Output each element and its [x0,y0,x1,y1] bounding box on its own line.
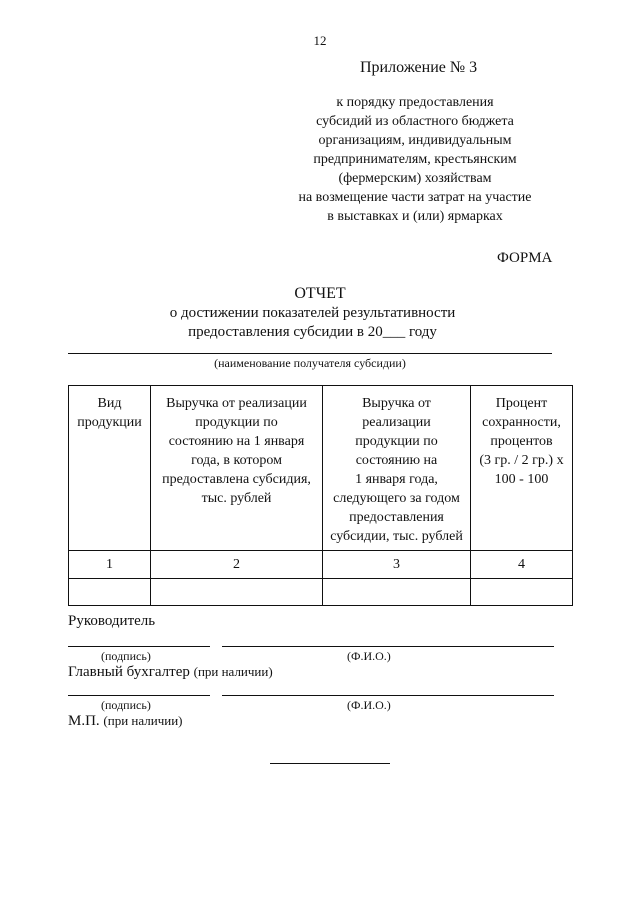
column-number-cell: 4 [471,551,573,579]
header-line: 1 января года, [355,472,438,487]
header-line: Выручка от реализации [166,396,307,411]
table-cell-revenue-next-year[interactable] [323,579,471,606]
table-header-row [69,386,573,551]
report-table [68,385,573,606]
head-signature-caption: (подпись) [101,649,151,663]
column-number-cell: 1 [69,551,151,579]
header-line: 100 - 100 [494,472,549,487]
header-line: сохранности, [482,415,561,430]
column-number-cell: 3 [323,551,471,579]
header-line: Выручка от [362,396,431,411]
header-line: (3 гр. / 2 гр.) х [479,453,564,468]
accountant-signature-line[interactable] [68,695,210,696]
header-line: Процент [495,396,548,411]
header-cell-product-type [69,386,151,551]
accountant-fio-caption: (Ф.И.О.) [347,698,391,712]
header-line: процентов [490,434,553,449]
header-cell-retention-percent [471,386,573,551]
header-line: предоставлена субсидия, [162,472,311,487]
appendix-line: в выставках и (или) ярмарках [327,209,503,224]
form-label: ФОРМА [497,250,553,266]
header-cell-revenue-next-year [323,386,471,551]
accountant-title: Главный бухгалтер [68,664,190,680]
head-label: Руководитель [68,613,156,629]
header-line: тыс. рублей [201,491,272,506]
accountant-signature-caption: (подпись) [101,698,151,712]
header-line: Вид [97,396,122,411]
header-cell-revenue-subsidy-year [151,386,323,551]
report-subtitle-line: о достижении показателей результативности [169,305,456,321]
document-end-line [270,763,390,764]
appendix-line: организациям, индивидуальным [318,133,512,148]
table-cell-retention-percent[interactable] [471,579,573,606]
table-row-column-numbers [69,551,573,579]
recipient-name-line [68,353,552,354]
appendix-number: Приложение № 3 [360,59,478,76]
header-line: года, в котором [191,453,282,468]
recipient-caption: (наименование получателя субсидии) [214,356,406,370]
head-signature-line[interactable] [68,646,210,647]
header-line: продукции по [195,415,278,430]
report-subtitle [150,304,475,342]
header-line: состоянию на [355,453,438,468]
header-line: реализации [362,415,431,430]
header-line: предоставления [349,510,444,525]
head-fio-line[interactable] [222,646,554,647]
page-number: 12 [313,33,327,48]
stamp-title: М.П. [68,713,100,729]
accountant-label [68,664,273,681]
stamp-label [68,713,182,730]
header-line: следующего за годом [333,491,460,506]
appendix-line: (фермерским) хозяйствам [338,171,492,186]
report-title: ОТЧЕТ [294,285,346,302]
column-number-cell: 2 [151,551,323,579]
appendix-line: предпринимателям, крестьянским [313,152,517,167]
table-cell-revenue-subsidy-year[interactable] [151,579,323,606]
accountant-note: (при наличии) [193,664,273,679]
header-line: продукции по [355,434,438,449]
table-cell-product-type[interactable] [69,579,151,606]
head-fio-caption: (Ф.И.О.) [347,649,391,663]
report-subtitle-line: предоставления субсидии в 20___ году [188,324,437,340]
appendix-description [290,93,540,226]
table-row-empty [69,579,573,606]
header-line: субсидии, тыс. рублей [330,529,463,544]
accountant-fio-line[interactable] [222,695,554,696]
header-line: состоянию на 1 января [168,434,305,449]
header-line: продукции [77,415,142,430]
appendix-line: субсидий из областного бюджета [316,114,514,129]
appendix-line: к порядку предоставления [336,95,494,110]
appendix-line: на возмещение части затрат на участие [298,190,532,205]
stamp-note: (при наличии) [103,713,183,728]
